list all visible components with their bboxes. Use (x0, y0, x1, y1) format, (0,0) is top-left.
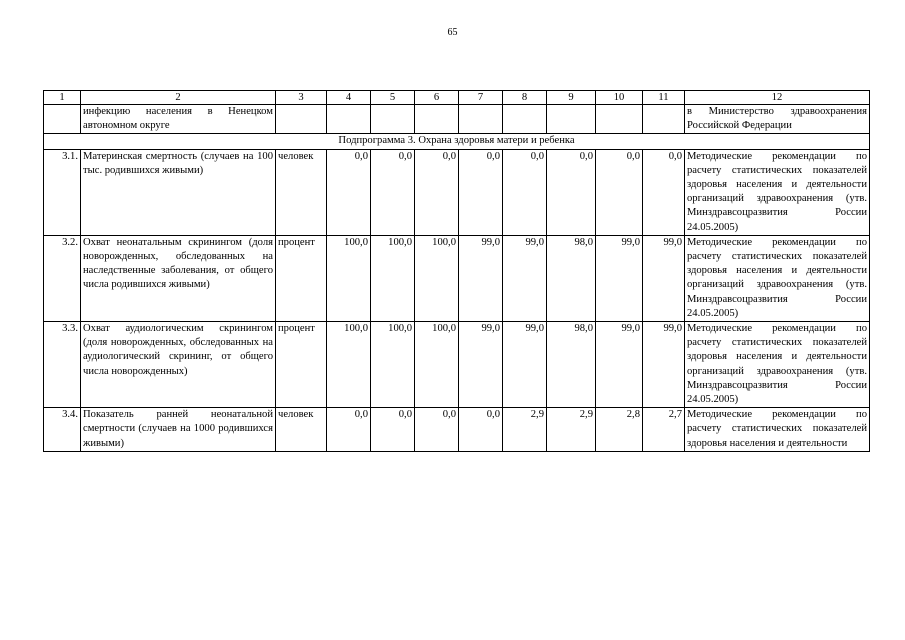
table-row (44, 408, 870, 452)
value-cell: 0,0 (459, 149, 503, 235)
value-cell: 99,0 (643, 235, 685, 321)
value-cell: 2,9 (503, 408, 547, 452)
value-cell: 100,0 (371, 322, 415, 408)
section-title: Подпрограмма 3. Охрана здоровья матери и ребенка (44, 134, 870, 149)
column-header: 5 (371, 91, 415, 105)
value-cell: 0,0 (459, 408, 503, 452)
value-cell: 99,0 (459, 235, 503, 321)
index-cell (44, 105, 81, 134)
indicator-name: инфекцию населения в Ненецком автономном округе (81, 105, 276, 134)
source-cell: Методические рекомендации по расчету статистических показателей здоровья населения и деятельности организаций здравоохранения (утв. Минздравсоцразвития России 24.05.2005) (685, 149, 870, 235)
value-cell (415, 105, 459, 134)
value-cell: 100,0 (415, 322, 459, 408)
value-cell: 100,0 (327, 322, 371, 408)
value-cell (643, 105, 685, 134)
value-cell (503, 105, 547, 134)
table-row (44, 322, 870, 408)
column-header: 9 (547, 91, 596, 105)
unit-cell: человек (276, 408, 327, 452)
value-cell (327, 105, 371, 134)
unit-cell: процент (276, 322, 327, 408)
indicator-name: Показатель ранней неонатальной смертности (случаев на 1000 родившихся живыми) (81, 408, 276, 452)
value-cell: 0,0 (547, 149, 596, 235)
indicators-table (43, 90, 870, 452)
section-row (44, 134, 870, 149)
value-cell: 100,0 (327, 235, 371, 321)
value-cell: 98,0 (547, 235, 596, 321)
value-cell: 0,0 (371, 408, 415, 452)
value-cell: 2,7 (643, 408, 685, 452)
source-cell: в Министерство здравоохранения Российской Федерации (685, 105, 870, 134)
unit-cell: процент (276, 235, 327, 321)
value-cell (371, 105, 415, 134)
column-header: 7 (459, 91, 503, 105)
page-number: 65 (447, 27, 458, 38)
value-cell: 0,0 (415, 408, 459, 452)
unit-cell: человек (276, 149, 327, 235)
source-cell: Методические рекомендации по расчету статистических показателей здоровья населения и деятельности организаций здравоохранения (утв. Минздравсоцразвития России 24.05.2005) (685, 322, 870, 408)
value-cell: 0,0 (371, 149, 415, 235)
value-cell: 0,0 (596, 149, 643, 235)
value-cell: 0,0 (327, 408, 371, 452)
column-header: 2 (81, 91, 276, 105)
value-cell: 0,0 (327, 149, 371, 235)
value-cell: 100,0 (371, 235, 415, 321)
value-cell: 100,0 (415, 235, 459, 321)
value-cell (459, 105, 503, 134)
column-header: 11 (643, 91, 685, 105)
value-cell: 99,0 (596, 235, 643, 321)
table-row (44, 235, 870, 321)
value-cell: 2,8 (596, 408, 643, 452)
source-cell: Методические рекомендации по расчету статистических показателей здоровья населения и деятельности (685, 408, 870, 452)
value-cell: 99,0 (503, 322, 547, 408)
value-cell: 99,0 (459, 322, 503, 408)
column-header: 12 (685, 91, 870, 105)
indicator-name: Материнская смертность (случаев на 100 тыс. родившихся живыми) (81, 149, 276, 235)
value-cell: 98,0 (547, 322, 596, 408)
value-cell (547, 105, 596, 134)
source-cell: Методические рекомендации по расчету статистических показателей здоровья населения и деятельности организаций здравоохранения (утв. Минздравсоцразвития России 24.05.2005) (685, 235, 870, 321)
value-cell (596, 105, 643, 134)
value-cell: 0,0 (503, 149, 547, 235)
column-header: 6 (415, 91, 459, 105)
row-index: 3.4. (44, 408, 81, 452)
value-cell: 2,9 (547, 408, 596, 452)
row-index: 3.1. (44, 149, 81, 235)
value-cell: 0,0 (643, 149, 685, 235)
indicator-name: Охват аудиологическим скринингом (доля новорожденных, обследованных на аудиологический скрининг, от общего числа новорожденных) (81, 322, 276, 408)
column-header: 3 (276, 91, 327, 105)
unit-cell (276, 105, 327, 134)
column-number-row (44, 91, 870, 105)
value-cell: 0,0 (415, 149, 459, 235)
column-header: 4 (327, 91, 371, 105)
row-index: 3.3. (44, 322, 81, 408)
value-cell: 99,0 (596, 322, 643, 408)
continuation-row (44, 105, 870, 134)
value-cell: 99,0 (643, 322, 685, 408)
value-cell: 99,0 (503, 235, 547, 321)
column-header: 10 (596, 91, 643, 105)
column-header: 1 (44, 91, 81, 105)
table-row (44, 149, 870, 235)
indicator-name: Охват неонатальным скринингом (доля новорожденных, обследованных на наследственные заболевания, от общего числа родившихся живыми) (81, 235, 276, 321)
row-index: 3.2. (44, 235, 81, 321)
column-header: 8 (503, 91, 547, 105)
